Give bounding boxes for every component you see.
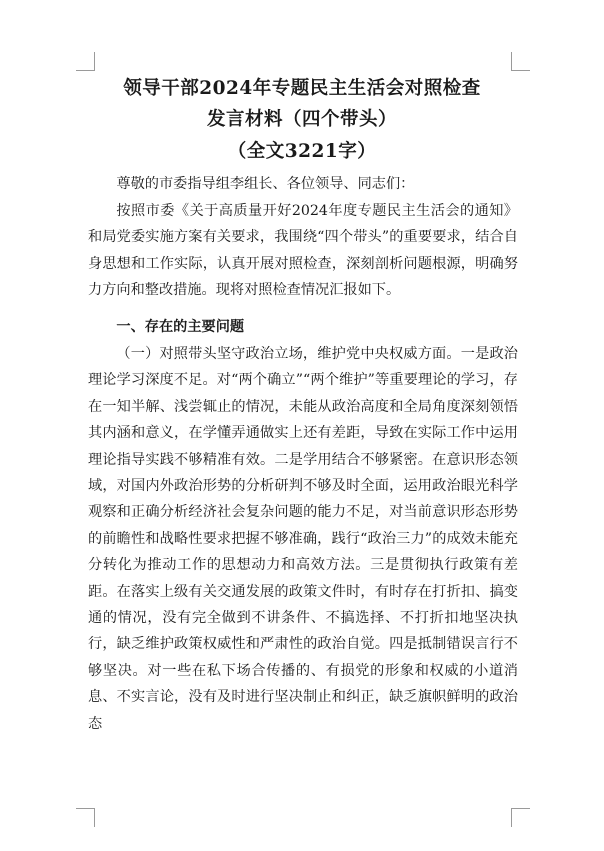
page-corner-bottom-right — [511, 808, 530, 827]
page-corner-bottom-left — [76, 808, 95, 827]
intro-paragraph: 按照市委《关于高质量开好2024年度专题民主生活会的通知》和局党委实施方案有关要求，我围绕“四个带头”的重要要求，结合自身思想和工作实际，认真开展对照检查，深刻剖析问题根源，明确努力方向和整改措施。现将对照检查情况汇报如下。 — [88, 203, 518, 299]
salutation: 尊敬的市委指导组李组长、各位领导、同志们： — [116, 176, 415, 192]
page-corner-top-right — [511, 52, 530, 71]
document-title-line2: 发言材料（四个带头） — [206, 109, 397, 130]
section-heading-main-problems: 一、存在的主要问题 — [116, 319, 245, 335]
page-corner-top-left — [76, 52, 95, 71]
document-word-count: （全文3221字） — [227, 141, 377, 162]
section1-paragraph: （一）对照带头坚守政治立场，维护党中央权威方面。一是政治理论学习深度不足。对“两个确立”“两个维护”等重要理论的学习，存在一知半解、浅尝辄止的情况，未能从政治高度和全局角度深刻领悟其内涵和意义，在学懂弄通做实上还有差距，导致在实际工作中运用理论指导实践不够精准有效。二是学用结合不够紧密。在意识形态领域，对国内外政治形势的分析研判不够及时全面，运用政治眼光科学观察和正确分析经济社会复杂问题的能力不足，对当前意识形态形势的前瞻性和战略性要求把握不够准确，践行“政治三力”的成效未能充分转化为推动工作的思想动力和高效方法。三是贯彻执行政策有差距。在落实上级有关交通发展的政策文件时，有时存在打折扣、搞变通的情况，没有完全做到不讲条件、不搞选择、不打折扣地坚决执行，缺乏维护政策权威性和严肃性的政治自觉。四是抵制错误言行不够坚决。对一些在私下场合传播的、有损党的形象和权威的小道消息、不实言论，没有及时进行坚决制止和纠正，缺乏旗帜鲜明的政治态 — [88, 346, 518, 732]
document-title-line1: 领导干部2024年专题民主生活会对照检查 — [123, 78, 481, 99]
